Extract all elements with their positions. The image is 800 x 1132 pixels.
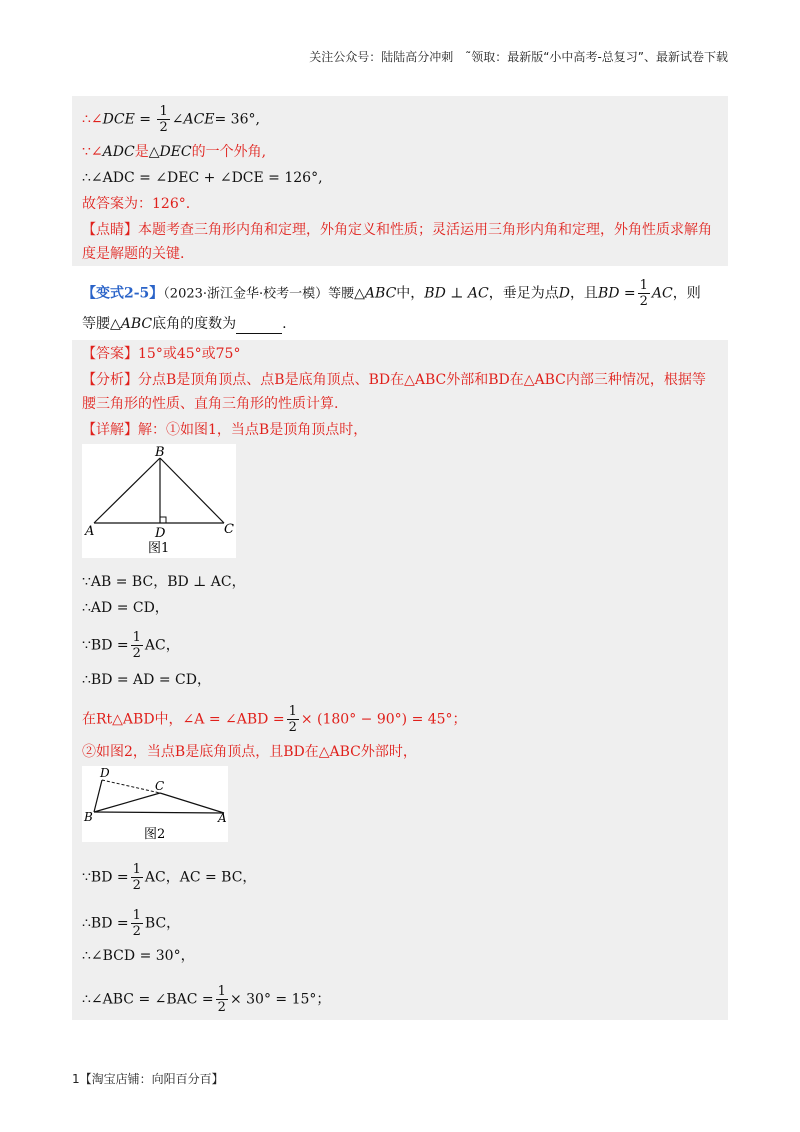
analysis-line-2: 腰三角形的性质、直角三角形的性质计算. — [82, 396, 339, 412]
fig2-step-3: ∴∠BCD = 30°， — [82, 948, 195, 964]
fig2-label-b: B — [84, 810, 93, 824]
fig2-label-d: D — [100, 766, 110, 780]
fig2-step-4: ∴∠ABC = ∠BAC = $\frac{1}{2}$ × 30° = 15°； — [82, 984, 331, 1015]
answer-line: 【答案】15°或45°或75° — [82, 346, 241, 362]
figure-1 — [82, 444, 236, 558]
page-footer: 1【淘宝店铺：向阳百分百】 — [72, 1072, 224, 1086]
page-header: 关注公众号：陆陆高分冲刺 ˜领取：最新版“小中高考-总复习”、最新试卷下载 — [309, 50, 728, 64]
step-adc-sum: ∴∠ADC = ∠DEC + ∠DCE = 126°, — [82, 170, 323, 186]
fig2-step-1: ∵BD = $\frac{1}{2}$ AC，AC = BC， — [82, 862, 257, 893]
fig1-label-a: A — [85, 524, 95, 539]
case-2-line: ②如图2，当点B是底角顶点，且BD在△ABC外部时， — [82, 744, 417, 760]
fig2-caption: 图2 — [144, 827, 166, 842]
comment-line-1: 【点睛】本题考查三角形内角和定理，外角定义和性质；灵活运用三角形内角和定理，外角性质求解角 — [82, 222, 712, 238]
fig1-step-3: ∵BD = $\frac{1}{2}$ AC， — [82, 630, 180, 661]
fig1-label-c: C — [224, 522, 234, 537]
answer-statement: 故答案为：126°. — [82, 196, 191, 212]
fig2-step-2: ∴BD = $\frac{1}{2}$ BC， — [82, 908, 181, 939]
question-line-2: 等腰△ABC底角的度数为 . — [82, 316, 287, 332]
fig1-step-5: 在Rt△ABD中，∠A = ∠ABD = $\frac{1}{2}$ × (180° − 90°) = 45°； — [82, 704, 467, 735]
fig1-label-d: D — [155, 526, 166, 541]
fig1-step-2: ∴AD = CD， — [82, 600, 169, 616]
figure-2-triangle — [82, 766, 228, 842]
analysis-line-1: 【分析】分点B是顶角顶点、点B是底角顶点、BD在△ABC外部和BD在△ABC内部三种情况，根据等 — [82, 372, 706, 388]
figure-1-triangle — [82, 444, 236, 558]
question-line-1: 【变式2-5】（2023·浙江金华·校考一模）等腰△ABC中，BD ⊥ AC，垂足为点D，且BD = $\frac{1}{2}$ AC，则 — [82, 278, 701, 309]
step-exterior-angle: ∵∠ADC是△DEC的一个外角, — [82, 144, 267, 160]
answer-blank — [236, 319, 282, 334]
fig1-caption: 图1 — [148, 541, 170, 556]
fig1-step-4: ∴BD = AD = CD， — [82, 672, 211, 688]
fig1-step-1: ∵AB = BC，BD ⊥ AC， — [82, 574, 246, 590]
step-dce-line: ∴∠DCE = $\frac{1}{2}$ ∠ACE= 36°, — [82, 104, 260, 135]
fig1-label-b: B — [155, 445, 165, 460]
detail-line: 【详解】解：①如图1，当点B是顶角顶点时， — [82, 422, 368, 438]
fig2-label-a: A — [218, 811, 227, 825]
figure-2 — [82, 766, 228, 842]
comment-line-2: 度是解题的关键. — [82, 246, 185, 262]
fig2-label-c: C — [155, 779, 165, 793]
